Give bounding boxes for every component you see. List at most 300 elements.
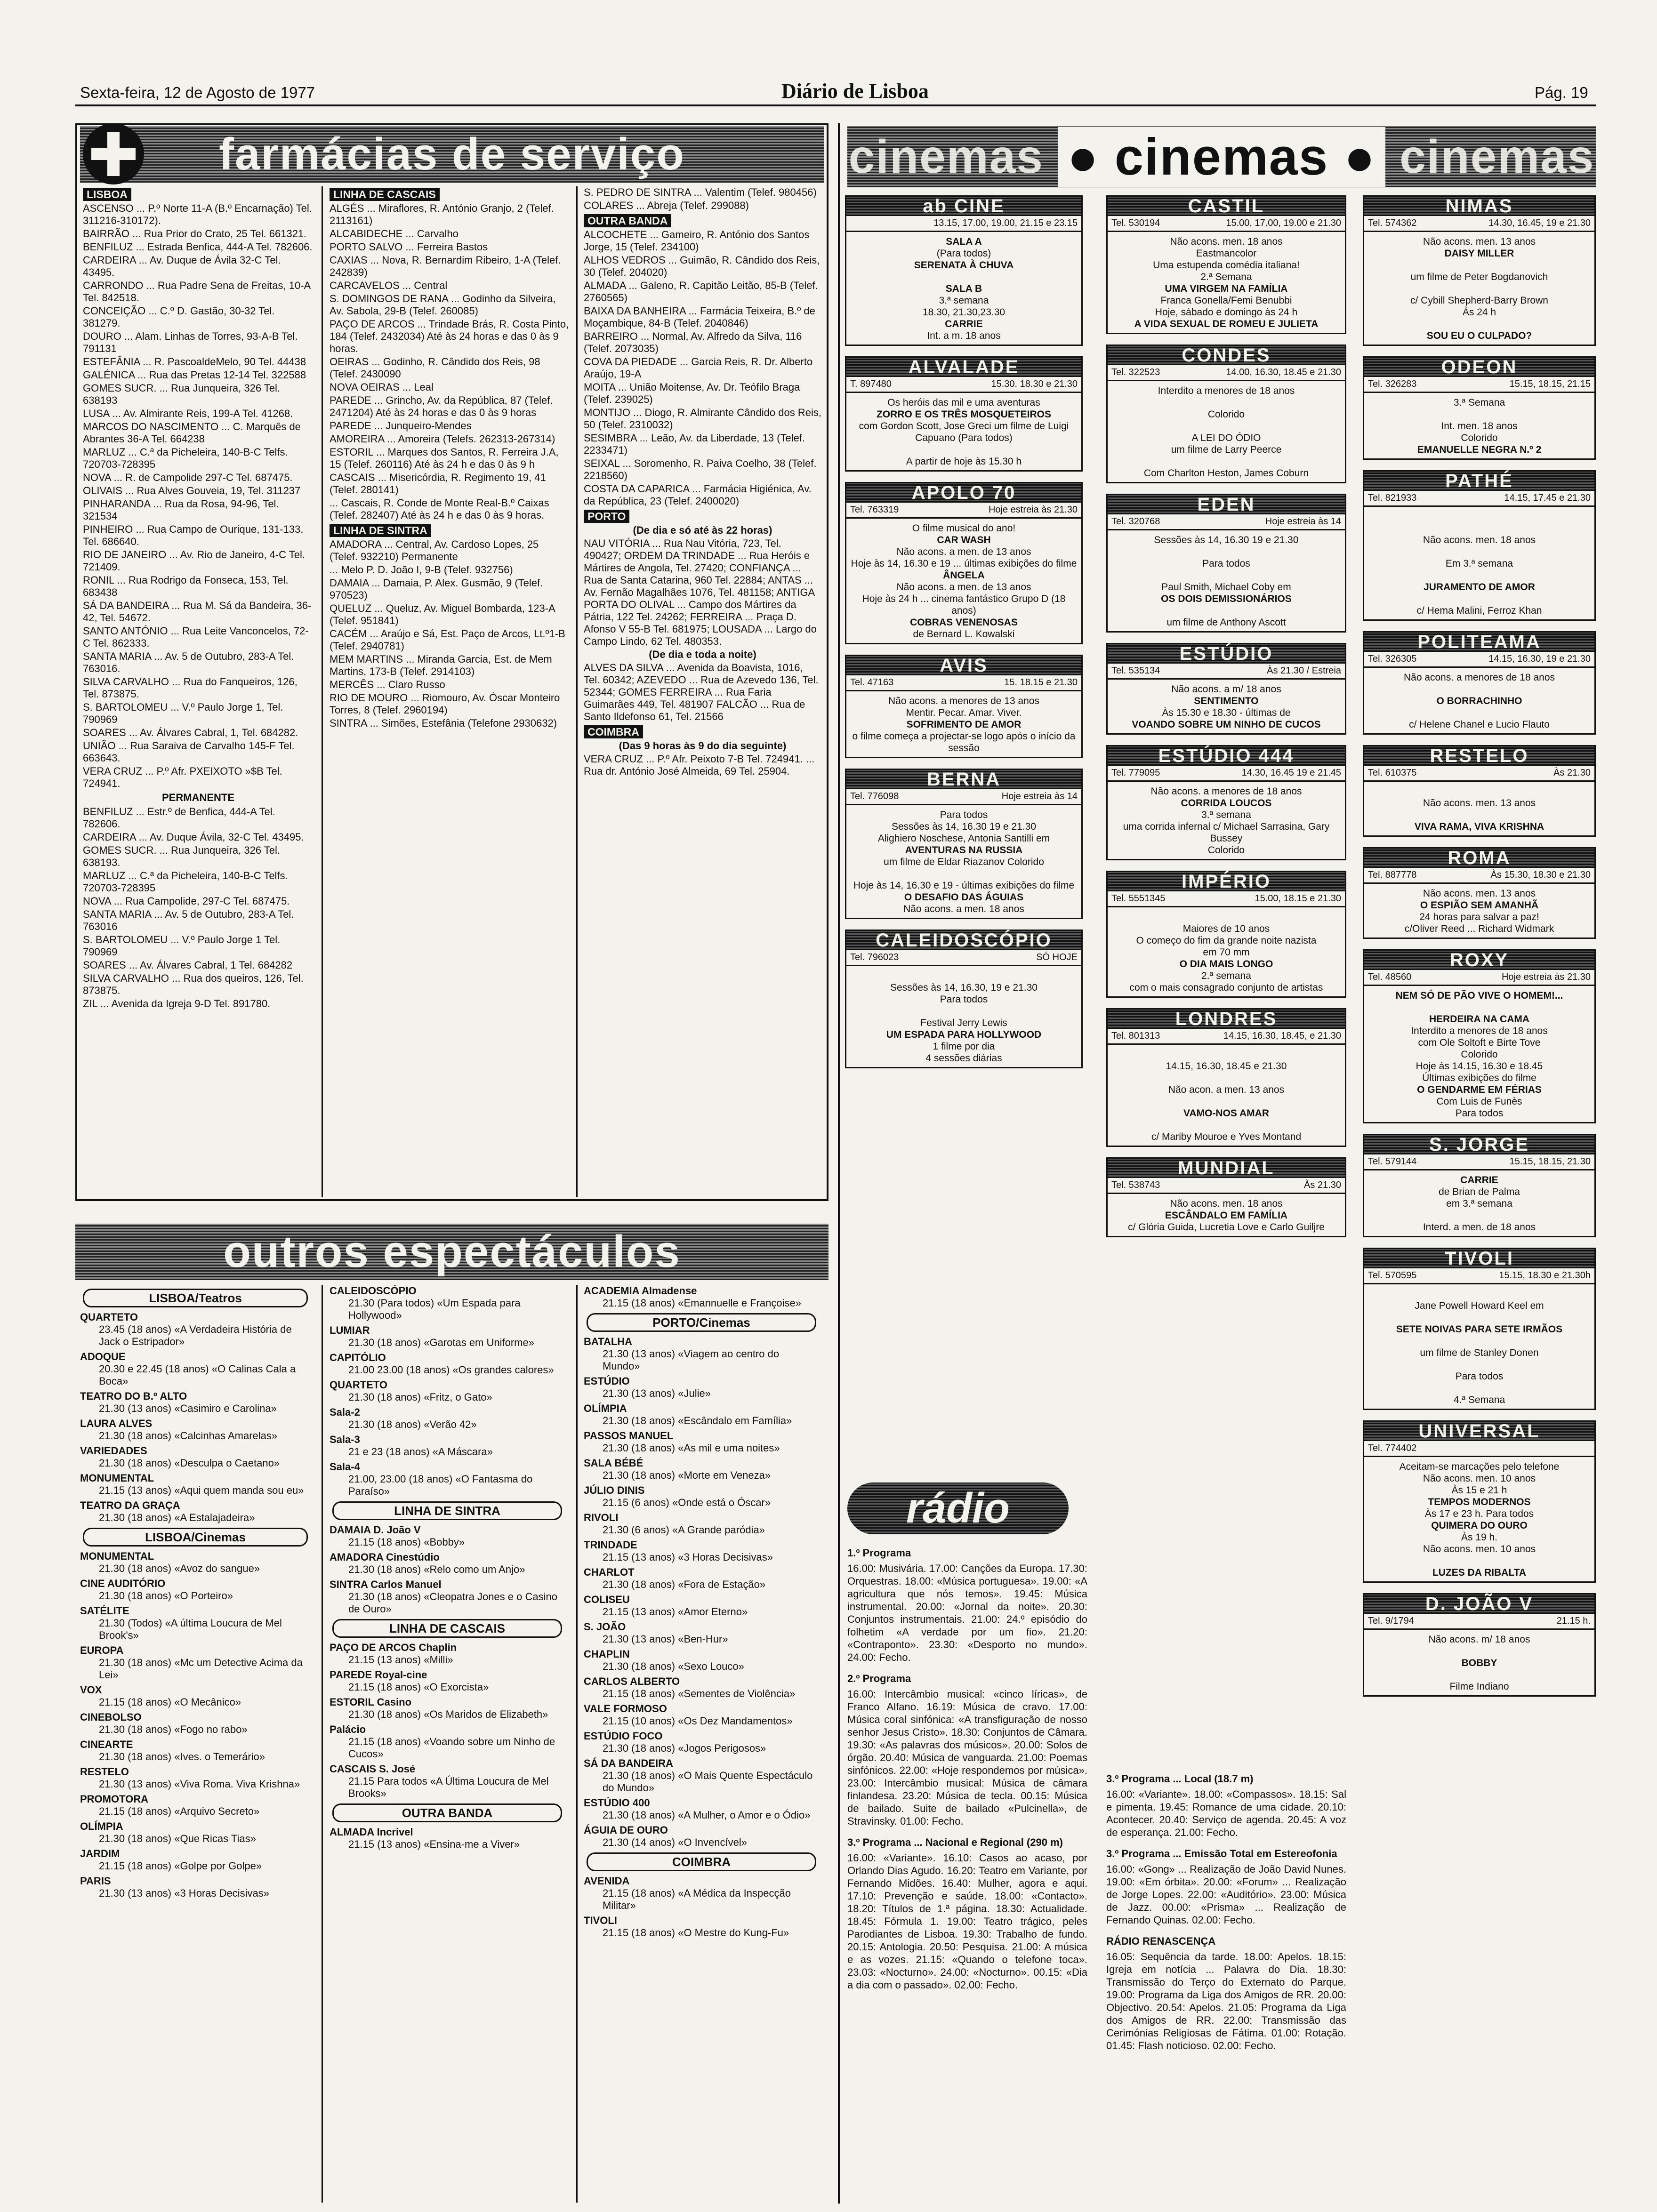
venue-name: SALA BÉBÉ bbox=[584, 1457, 643, 1469]
venue-name: VALE FORMOSO bbox=[584, 1703, 667, 1715]
cinema-title: MUNDIAL bbox=[1108, 1159, 1345, 1178]
radio-rr-head: RÁDIO RENASCENÇA bbox=[1106, 1935, 1216, 1947]
venue-info: 21.30 (18 anos) «Verão 42» bbox=[348, 1419, 477, 1430]
esp-divider-2 bbox=[576, 1285, 578, 2203]
pharmacy-entry: COLARES ... Abreja (Telef. 299088) bbox=[584, 200, 749, 211]
venue-info: 21.30 (13 anos) «Viva Roma. Viva Krishna» bbox=[99, 1778, 300, 1790]
cinema-tel: Tel. 320768 bbox=[1111, 516, 1160, 527]
venue-info: 21.15 (13 anos) «Ensina-me a Viver» bbox=[348, 1838, 520, 1850]
cinema-line: Às 24 h bbox=[1462, 307, 1496, 318]
venue-info: 21.30 (18 anos) «Sexo Louco» bbox=[603, 1660, 744, 1672]
radio-p2-head: 2.º Programa bbox=[847, 1673, 911, 1684]
cinema-line: Festival Jerry Lewis bbox=[920, 1018, 1007, 1028]
venue-entry bbox=[80, 1793, 311, 1818]
cinema-times: 13.15, 17.00, 19.00, 21.15 e 23.15 bbox=[933, 218, 1078, 228]
venue-entry bbox=[80, 1418, 311, 1442]
farm-divider-2 bbox=[576, 186, 578, 1197]
pharmacy-entry: SOARES ... Av. Álvares Cabral, 1 Tel. 684282 bbox=[83, 959, 293, 971]
cinema-line: SALA A bbox=[946, 236, 982, 247]
cinema-line: com o mais consagrado conjunto de artistas bbox=[1129, 982, 1323, 993]
cinema-line: c/ Cybill Shepherd-Barry Brown bbox=[1410, 295, 1548, 306]
cinema-line: VOANDO SOBRE UM NINHO DE CUCOS bbox=[1132, 719, 1321, 730]
cinema-line: Mentir. Pecar. Amar. Viver. bbox=[906, 707, 1022, 718]
cinema-line: Não acons. men. 10 anos bbox=[1423, 1544, 1536, 1555]
pharmacy-entry: NOVA OEIRAS ... Leal bbox=[330, 381, 434, 393]
cinema-tel-row bbox=[1108, 514, 1345, 530]
pharmacy-entry: LUSA ... Av. Almirante Reis, 199-A Tel. 41268. bbox=[83, 408, 293, 419]
section-pill: LINHA DE CASCAIS bbox=[332, 1619, 562, 1638]
venue-entry bbox=[80, 1499, 311, 1524]
venue-entry bbox=[330, 1461, 565, 1498]
pharmacy-entry: GALÉNICA ... Rua das Pretas 12-14 Tel. 322588 bbox=[83, 369, 306, 381]
cinema-line: Não acons. a men. 18 anos bbox=[903, 904, 1024, 914]
cinema-line bbox=[1108, 1072, 1345, 1084]
cinema-tel: Tel. 9/1794 bbox=[1368, 1616, 1414, 1626]
venue-name: CINE AUDITÓRIO bbox=[80, 1578, 166, 1589]
radio-logo bbox=[847, 1483, 1069, 1534]
cinema-listing bbox=[1363, 1593, 1596, 1697]
venue-name: CASCAIS S. José bbox=[330, 1763, 416, 1775]
cinema-line: TEMPOS MODERNOS bbox=[1428, 1497, 1531, 1507]
radio-col1 bbox=[847, 1544, 1087, 1991]
cinema-line bbox=[1364, 1288, 1594, 1300]
radio-p3c-head: 3.º Programa ... Emissão Total em Estereofonia bbox=[1106, 1848, 1337, 1859]
cinema-line: Em 3.ª semana bbox=[1445, 558, 1513, 569]
cinema-line bbox=[846, 271, 1081, 283]
cinema-line: Interd. a men. de 18 anos bbox=[1423, 1222, 1536, 1233]
venue-name: SINTRA Carlos Manuel bbox=[330, 1579, 442, 1590]
cinema-times: 14.15, 16.30, 18.45, e 21.30 bbox=[1223, 1031, 1341, 1041]
section-pill: LISBOA/Teatros bbox=[83, 1289, 308, 1307]
pharmacy-entry: CASCAIS ... Misericórdia, R. Regimento 19, 41 (Telef. 280141) bbox=[330, 472, 546, 496]
section-linha-cascais: LINHA DE CASCAIS bbox=[330, 188, 440, 201]
venue-name: Sala-3 bbox=[330, 1434, 360, 1445]
cinema-line: Para todos bbox=[940, 809, 988, 820]
cinema-line: Colorido bbox=[1461, 433, 1498, 443]
venue-entry bbox=[584, 1757, 819, 1794]
cinema-line: Últimas exibições do filme bbox=[1422, 1073, 1536, 1083]
cinema-line: HERDEIRA NA CAMA bbox=[1429, 1014, 1530, 1025]
venue-name: TEATRO DO B.º ALTO bbox=[80, 1390, 187, 1402]
venue-info: 21.30 (13 anos) «3 Horas Decisivas» bbox=[99, 1887, 269, 1899]
radio-rr: 16.05: Sequência da tarde. 18.00: Apelos. 18.15: Igreja em notícia ... Palavra do Dia. 18.30: Transmissão do Terço do Externato do Parque. 19.00: Programa da Liga dos Amigos de RR. 20.00: Objectivo. 20.54: Apelos. 21.05: Programa da Liga dos Amigos de RR. 22.00: Transmissão das Cerimónias Religiosas de Fátima. 01.00: Rotação. 01.45: Flash noticioso. 02.00: Fecho. bbox=[1106, 1951, 1346, 2052]
pharmacy-entry: RIO DE JANEIRO ... Av. Rio de Janeiro, 4-C Tel. 721409. bbox=[83, 549, 305, 573]
cinema-line: Franca Gonella/Femi Benubbi bbox=[1160, 295, 1292, 306]
venue-entry bbox=[80, 1684, 311, 1708]
cinema-line: UMA VIRGEM NA FAMÍLIA bbox=[1165, 283, 1288, 294]
venue-name: S. JOÃO bbox=[584, 1621, 626, 1633]
cinema-listing bbox=[1106, 871, 1346, 998]
cinema-line: Int. men. 18 anos bbox=[1441, 421, 1518, 432]
cinema-line: c/ Mariby Mouroe e Yves Montand bbox=[1151, 1131, 1302, 1142]
cinema-tel: Tel. 535134 bbox=[1111, 665, 1160, 676]
pharmacy-entry: CACÉM ... Araújo e Sá, Est. Paço de Arcos, Lt.º1-B (Telef. 2940781) bbox=[330, 628, 565, 652]
cinema-tel-row bbox=[1364, 970, 1594, 986]
venue-info: 21.30 (18 anos) «Ives. o Temerário» bbox=[99, 1751, 265, 1763]
pharmacy-entry: ALCOCHETE ... Gameiro, R. António dos Santos Jorge, 15 (Telef. 234100) bbox=[584, 229, 810, 253]
cinema-line: Maiores de 10 anos bbox=[1182, 923, 1270, 934]
espectaculos-col3 bbox=[584, 1285, 819, 1942]
pharmacy-entry: GOMES SUCR. ... Rua Junqueira, 326 Tel. 638193. bbox=[83, 844, 280, 868]
cinema-line: um filme de Anthony Ascott bbox=[1166, 617, 1286, 628]
pharmacy-entry: BENFILUZ ... Estrada Benfica, 444-A Tel. 782606. bbox=[83, 241, 313, 253]
cinema-tel-row bbox=[846, 503, 1081, 519]
cinema-line: (Para todos) bbox=[936, 248, 991, 259]
venue-info: 21.15 (18 anos) «Voando sobre um Ninho de Cucos» bbox=[348, 1736, 555, 1760]
cinema-listing bbox=[1363, 847, 1596, 939]
venue-name: COLISEU bbox=[584, 1594, 630, 1605]
cinema-times: 14.15, 16.30, 19 e 21.30 bbox=[1488, 654, 1591, 664]
cinema-times: 14.30, 16.45 19 e 21.45 bbox=[1241, 768, 1341, 778]
cinema-line: SALA B bbox=[945, 283, 982, 294]
pharmacy-entry: GOMES SUCR. ... Rua Junqueira, 326 Tel. 638193 bbox=[83, 382, 280, 406]
cinema-line bbox=[846, 444, 1081, 456]
cinema-title: ab CINE bbox=[846, 197, 1081, 216]
cinema-listing bbox=[1363, 745, 1596, 837]
cinema-line: Para todos bbox=[940, 994, 988, 1005]
venue-entry bbox=[80, 1711, 311, 1736]
pharmacy-entry: AMADORA ... Central, Av. Cardoso Lopes, 25 (Telef. 932210) Permanente bbox=[330, 538, 539, 562]
radio-col2 bbox=[1106, 1770, 1346, 2052]
cinema-listing bbox=[1106, 1008, 1346, 1147]
date-line: Sexta-feira, 12 de Agosto de 1977 bbox=[80, 84, 315, 101]
cinema-line bbox=[1364, 1359, 1594, 1370]
cinema-line: Interdito a menores de 18 anos bbox=[1411, 1026, 1548, 1036]
cinema-line: 1 filme por dia bbox=[933, 1041, 995, 1052]
venue-info: 21.15 (18 anos) «O Exorcista» bbox=[348, 1681, 489, 1693]
cinema-line: Não acons. a menores de 13 anos bbox=[888, 696, 1040, 706]
cinema-listing bbox=[1106, 745, 1346, 860]
venue-info: 21.30 (Para todos) «Um Espada para Hollywood» bbox=[348, 1297, 521, 1321]
cinema-tel-row bbox=[1364, 491, 1594, 507]
venue-entry bbox=[330, 1406, 565, 1431]
pharmacy-entry: VERA CRUZ ... P.º Afr. PXEIXOTO »$B Tel. 724941. bbox=[83, 765, 282, 789]
cinema-line: NEM SÓ DE PÃO VIVE O HOMEM!... bbox=[1395, 990, 1563, 1001]
cinema-tel: Tel. 5551345 bbox=[1111, 893, 1166, 904]
venue-entry bbox=[80, 1848, 311, 1872]
venue-entry bbox=[80, 1351, 311, 1387]
cinema-tel-row bbox=[846, 377, 1081, 393]
section-pill: COIMBRA bbox=[587, 1852, 816, 1871]
cinema-line bbox=[1364, 318, 1594, 330]
cinema-line: Não acons. men. 13 anos bbox=[1423, 888, 1536, 899]
section-outra-banda: OUTRA BANDA bbox=[584, 214, 671, 227]
venue-name: PAREDE Royal-cine bbox=[330, 1669, 427, 1681]
cinema-line: c/ Glória Guida, Lucretia Love e Carlo Guiljre bbox=[1128, 1222, 1325, 1233]
venue-entry bbox=[80, 1445, 311, 1469]
venue-info: 21.30 (18 anos) «As mil e uma noites» bbox=[603, 1442, 780, 1454]
venue-entry bbox=[584, 1539, 819, 1563]
pharmacy-entry: ALGÉS ... Miraflores, R. António Granjo, 2 (Telef. 2113161) bbox=[330, 202, 554, 226]
cinema-line bbox=[1364, 1335, 1594, 1347]
cinema-listing bbox=[1106, 494, 1346, 633]
cinemas-col1 bbox=[845, 195, 1083, 1079]
pharmacy-entry: SILVA CARVALHO ... Rua dos queiros, 126, Tel. 873875. bbox=[83, 972, 304, 996]
cinema-line: SOU EU O CULPADO? bbox=[1426, 330, 1532, 341]
cinema-times: Às 15.30, 18.30 e 21.30 bbox=[1490, 870, 1591, 880]
cinema-tel-row bbox=[1364, 766, 1594, 782]
cinema-line: Hoje às 14, 16.30 e 19 ... últimas exibições do filme bbox=[851, 558, 1077, 569]
espectaculos-col2 bbox=[330, 1285, 565, 1853]
pharmacy-entry: S. PEDRO DE SINTRA ... Valentim (Telef. 980456) bbox=[584, 186, 817, 198]
cinema-line: com Ole Soltoft e Birte Tove bbox=[1418, 1037, 1541, 1048]
venue-info: 21.30 (18 anos) «Fogo no rabo» bbox=[99, 1723, 248, 1735]
venue-entry bbox=[80, 1875, 311, 1899]
cinema-line: COBRAS VENENOSAS bbox=[910, 617, 1018, 628]
cinema-title: RESTELO bbox=[1364, 746, 1594, 766]
cinema-line: DAISY MILLER bbox=[1444, 248, 1514, 259]
venue-name: ESTORIL Casino bbox=[330, 1696, 412, 1708]
cinema-times: 15.15, 18.30 e 21.30h bbox=[1499, 1270, 1591, 1281]
cinema-line: ZORRO E OS TRÊS MOSQUETEIROS bbox=[876, 409, 1052, 420]
venue-info: 21.15 (18 anos) «Golpe por Golpe» bbox=[99, 1860, 262, 1872]
cinema-line: Não acons. men. 18 anos bbox=[1423, 535, 1536, 545]
cinema-tel-row bbox=[846, 950, 1081, 966]
venue-info: 21.00, 23.00 (18 anos) «O Fantasma do Paraíso» bbox=[348, 1473, 533, 1497]
venue-name: LAURA ALVES bbox=[80, 1418, 153, 1429]
cinema-tel: T. 897480 bbox=[850, 379, 892, 389]
cinema-tel: Tel. 322523 bbox=[1111, 367, 1160, 377]
venue-entry bbox=[330, 1763, 565, 1800]
venue-info: 21.30 (18 anos) «Garotas em Uniforme» bbox=[348, 1337, 534, 1348]
cinema-line: Sessões às 14, 16.30 19 e 21.30 bbox=[891, 821, 1037, 832]
cinema-line: de Brian de Palma bbox=[1439, 1186, 1520, 1197]
cinema-line: Sessões às 14, 16.30, 19 e 21.30 bbox=[890, 982, 1038, 993]
venue-info: 23.45 (18 anos) «A Verdadeira História de Jack o Estripador» bbox=[99, 1323, 292, 1347]
venue-entry bbox=[330, 1352, 565, 1376]
venue-info: 21.15 (13 anos) «Milli» bbox=[348, 1654, 453, 1666]
cinema-line: c/ Helene Chanel e Lucio Flauto bbox=[1409, 719, 1550, 730]
venue-name: Palácio bbox=[330, 1723, 366, 1735]
pharmacy-entry: CARCAVELOS ... Central bbox=[330, 280, 448, 291]
pharmacy-entry: MERCÊS ... Claro Russo bbox=[330, 679, 445, 690]
pharmacy-entry: ALCABIDECHE ... Carvalho bbox=[330, 228, 458, 240]
cinema-title: ESTÚDIO 444 bbox=[1108, 746, 1345, 766]
cinema-times: SÓ HOJE bbox=[1036, 952, 1078, 962]
cinema-tel: Tel. 776098 bbox=[850, 791, 899, 801]
venue-name: Sala-2 bbox=[330, 1406, 360, 1418]
pharmacy-entry: SOARES ... Av. Álvares Cabral, 1, Tel. 684282. bbox=[83, 727, 298, 738]
cinema-times: Hoje estreia às 21.30 bbox=[988, 505, 1078, 515]
pharmacy-entry: SANTA MARIA ... Av. 5 de Outubro, 283-A Tel. 763016 bbox=[83, 908, 294, 932]
pharmacy-entry: ESTORIL ... Marques dos Santos, R. Ferreira J.A, 15 (Telef. 260116) Até às 24 h e das 0 às 9 h bbox=[330, 446, 559, 470]
venue-info: 21.30 (13 anos) «Ben-Hur» bbox=[603, 1633, 728, 1645]
radio-p1: 16.00: Musivária. 17.00: Canções da Europa. 17.30: Orquestras. 18.00: «Música portuguesa». 19.00: «A agricultura que nós temos». 19.45: Música instrumental. 20.00: «Jornal da noite». 20.30: Conjuntos instrumentais. 21.00: 24.º episódio do folhetim «A verdade por um fio». 21.20: «Contraponto». 23.30: «Desporto no mundo». 24.00: Fecho. bbox=[847, 1563, 1087, 1663]
venue-name: ESTÚDIO bbox=[584, 1375, 630, 1387]
venue-entry bbox=[80, 1820, 311, 1845]
venue-info: 21.15 (13 anos) «Amor Eterno» bbox=[603, 1606, 748, 1618]
cinema-listing bbox=[1363, 195, 1596, 346]
cinema-line: CAR WASH bbox=[937, 535, 991, 545]
cinema-tel: Tel. 530194 bbox=[1111, 218, 1160, 228]
cinema-line: Hoje às 14, 16.30 e 19 - últimas exibições do filme bbox=[853, 880, 1075, 891]
cinema-line: Int. a m. 18 anos bbox=[927, 330, 1001, 341]
venue-name: ADOQUE bbox=[80, 1351, 126, 1362]
venue-entry bbox=[584, 1375, 819, 1400]
cinema-line: Não acons. a m/ 18 anos bbox=[1171, 684, 1281, 695]
cinema-tel-row bbox=[1108, 216, 1345, 232]
cinema-times: Às 21.30 bbox=[1304, 1180, 1341, 1190]
venue-name: ACADEMIA Almadense bbox=[584, 1285, 697, 1297]
cinema-line: em 3.ª semana bbox=[1446, 1198, 1512, 1209]
venue-info: 21.15 (13 anos) «3 Horas Decisivas» bbox=[603, 1551, 773, 1563]
cinema-line: 2.ª Semana bbox=[1200, 272, 1252, 282]
section-lisboa: LISBOA bbox=[83, 188, 131, 201]
cinema-times: 15.30. 18.30 e 21.30 bbox=[991, 379, 1078, 389]
cinema-line: Interdito a menores de 18 anos bbox=[1158, 385, 1295, 396]
cinema-line: O filme musical do ano! bbox=[912, 523, 1016, 534]
cinema-line: de Bernard L. Kowalski bbox=[913, 629, 1015, 640]
pharmacy-entry: SILVA CARVALHO ... Rua do Fanqueiros, 126, Tel. 873875. bbox=[83, 676, 298, 700]
pharmacy-entry: BENFILUZ ... Estr.º de Benfica, 444-A Tel. 782606. bbox=[83, 806, 275, 830]
venue-entry bbox=[330, 1826, 565, 1851]
venue-name: TEATRO DA GRAÇA bbox=[80, 1499, 180, 1511]
venue-name: RIVOLI bbox=[584, 1512, 619, 1523]
cinema-line: SENTIMENTO bbox=[1194, 696, 1259, 706]
pharmacy-entry: RONIL ... Rua Rodrigo da Fonseca, 153, Tel. 683438 bbox=[83, 574, 289, 598]
pharmacy-entry: CARRONDO ... Rua Padre Sena de Freitas, 10-A Tel. 842518. bbox=[83, 280, 310, 304]
pharmacy-entry: NOVA ... Rua Campolide, 297-C Tel. 687475. bbox=[83, 895, 290, 907]
cinema-line bbox=[1108, 420, 1345, 432]
cinema-tel-row bbox=[1364, 377, 1594, 393]
cinema-line: Colorido bbox=[1461, 1049, 1498, 1060]
cinema-line: Colorido bbox=[1207, 409, 1245, 420]
venue-name: EUROPA bbox=[80, 1644, 124, 1656]
cinema-line bbox=[1108, 546, 1345, 558]
venue-name: AVENIDA bbox=[584, 1875, 630, 1887]
venue-entry bbox=[584, 1648, 819, 1673]
cinema-line: c/ Hema Malini, Ferroz Khan bbox=[1416, 605, 1542, 616]
cinemas-banner bbox=[847, 126, 1596, 187]
cinemas-col2 bbox=[1106, 195, 1346, 1248]
porto-text2: ALVES DA SILVA ... Avenida da Boavista, 1016, Tel. 60342; AZEVEDO ... Rua de Azevedo 136, Tel. 52344; GOMES FERREIRA ... Rua Faria Guimarães 449, Tel. 481907 FALCÃO ... Rua de Santo Ildefonso 61, Tel. 21566 bbox=[584, 662, 819, 722]
venue-entry bbox=[584, 1336, 819, 1372]
venue-entry bbox=[330, 1669, 565, 1693]
section-pill: PORTO/Cinemas bbox=[587, 1313, 816, 1332]
venue-info: 21.30 (18 anos) «Mc um Detective Acima da Lei» bbox=[99, 1657, 303, 1681]
venue-info: 21.30 (13 anos) «Casimiro e Carolina» bbox=[99, 1403, 277, 1414]
cinema-line: O DIA MAIS LONGO bbox=[1179, 959, 1273, 970]
venue-entry bbox=[584, 1703, 819, 1727]
venue-name: QUARTETO bbox=[80, 1311, 138, 1323]
cinema-line: um filme de Stanley Donen bbox=[1420, 1347, 1539, 1358]
pharmacy-entry: ALMADA ... Galeno, R. Capitão Leitão, 85-B (Telef. 2760565) bbox=[584, 280, 818, 304]
pharmacy-entry: ... Melo P. D. João I, 9-B (Telef. 932756) bbox=[330, 564, 513, 576]
cinema-listing bbox=[1363, 949, 1596, 1123]
cinema-line: 24 horas para salvar a paz! bbox=[1419, 912, 1539, 922]
venue-info: 21 e 23 (18 anos) «A Máscara» bbox=[348, 1446, 493, 1458]
venue-info: 21.30 (18 anos) «A Estalajadeira» bbox=[99, 1512, 255, 1523]
venue-name: CARLOS ALBERTO bbox=[584, 1675, 680, 1687]
venue-name: DAMAIA D. João V bbox=[330, 1524, 421, 1536]
venue-name: PASSOS MANUEL bbox=[584, 1430, 674, 1442]
cinema-title: NIMAS bbox=[1364, 197, 1594, 216]
venue-name: CHAPLIN bbox=[584, 1648, 630, 1660]
cinema-line bbox=[1108, 605, 1345, 617]
venue-info: 21.30 (18 anos) «Fora de Estação» bbox=[603, 1579, 766, 1590]
cinema-line: Com Luis de Funès bbox=[1436, 1096, 1522, 1107]
radio-p3b: 16.00: «Variante». 18.00: «Compassos». 18.15: Sal e pimenta. 19.45: Romance de uma cidade. 20.10: Acontecer. 20.40: Serviço de agenda. 20.45: A voz de esperança. 21.00: Fecho. bbox=[1106, 1788, 1346, 1838]
cinema-line: 2.ª semana bbox=[1201, 970, 1251, 981]
farmacias-title: farmácias de serviço bbox=[219, 129, 685, 179]
cinema-line: CARRIE bbox=[945, 319, 983, 329]
venue-name: ESTÚDIO 400 bbox=[584, 1797, 650, 1809]
cinema-title: ODEON bbox=[1364, 358, 1594, 377]
cinema-listing bbox=[1363, 1134, 1596, 1237]
page-number: Pág. 19 bbox=[1535, 84, 1588, 101]
cinema-line: O GENDARME EM FÉRIAS bbox=[1417, 1084, 1542, 1095]
venue-info: 21.30 (13 anos) «Viagem ao centro do Mundo» bbox=[603, 1348, 780, 1372]
radio-p3: 16.00: «Variante». 16.10: Casos ao acaso, por Orlando Dias Agudo. 16.20: Teatro em Variante, por Fernando Midões. 16.40: Mulher, agora e aqui. 17.10: Prevenção e saúde. 18.00: «Contacto». 18.20: Títulos de 1.ª página. 18.30: Actualidade. 18.45: Fórmula 1. 19.00: Teatro trágico, peles Parodiantes de Lisboa. 19.30: Trabalho de fundo. 20.15: Antologia. 20.50: Pesquisa. 21.00: A música e as vozes. 21.15: «Quando o telefone toca». 23.03: «Nocturno». 24.00: «Nocturno». 00.15: «Dia a dia com o passado». 02.00: Fecho. bbox=[847, 1852, 1087, 1991]
cinema-line bbox=[1364, 785, 1594, 797]
cinema-tel: Tel. 801313 bbox=[1111, 1031, 1160, 1041]
venue-entry bbox=[80, 1644, 311, 1681]
pharmacy-entry: S. BARTOLOMEU ... V.º Paulo Jorge 1, Tel. 790969 bbox=[83, 701, 283, 725]
cinema-listing bbox=[845, 482, 1083, 644]
venue-info: 21.30 (18 anos) «Relo como um Anjo» bbox=[348, 1563, 525, 1575]
masthead: Diário de Lisboa bbox=[781, 80, 929, 103]
pharmacy-entry: CARDEIRA ... Av. Duque de Ávila 32-C Tel. 43495. bbox=[83, 254, 281, 278]
cinema-line: CORRIDA LOUCOS bbox=[1181, 798, 1272, 809]
cinema-line: um filme de Peter Bogdanovich bbox=[1410, 272, 1548, 282]
venue-name: SÁ DA BANDEIRA bbox=[584, 1757, 673, 1769]
cinema-line: Às 15.30 e 18.30 - últimas de bbox=[1162, 707, 1291, 718]
cinema-times: 15.00, 18.15 e 21.30 bbox=[1255, 893, 1341, 904]
cinema-times: Hoje estreia às 21.30 bbox=[1501, 972, 1591, 982]
venue-entry bbox=[584, 1285, 819, 1309]
venue-info: 21.30 (18 anos) «Morte em Veneza» bbox=[603, 1469, 771, 1481]
venue-info: 21.30 (18 anos) «Calcinhas Amarelas» bbox=[99, 1430, 278, 1442]
cinemas-title: ● cinemas ● bbox=[1058, 127, 1385, 187]
venue-entry bbox=[584, 1797, 819, 1821]
venue-info: 21.30 (6 anos) «A Grande paródia» bbox=[603, 1524, 765, 1536]
venue-info: 21.15 (18 anos) «O Mestre do Kung-Fu» bbox=[603, 1927, 789, 1939]
venue-name: ESTÚDIO FOCO bbox=[584, 1730, 663, 1742]
venue-entry bbox=[330, 1524, 565, 1548]
venue-entry bbox=[80, 1605, 311, 1642]
venue-name: MONUMENTAL bbox=[80, 1472, 154, 1484]
cinema-line: A partir de hoje às 15.30 h bbox=[906, 456, 1022, 467]
cinema-line bbox=[1364, 683, 1594, 695]
cinema-listing bbox=[1106, 195, 1346, 334]
cinema-line bbox=[846, 868, 1081, 880]
cinema-listing bbox=[845, 769, 1083, 919]
venue-entry bbox=[584, 1594, 819, 1618]
pharmacy-entry: S. BARTOLOMEU ... V.º Paulo Jorge 1 Tel. 790969 bbox=[83, 934, 281, 958]
radio-title: rádio bbox=[906, 1484, 1010, 1532]
venue-name: Sala-4 bbox=[330, 1461, 360, 1473]
venue-name: CINEARTE bbox=[80, 1739, 133, 1750]
porto-sub: (De dia e só até às 22 horas) bbox=[633, 524, 772, 536]
cinema-tel: Tel. 579144 bbox=[1368, 1156, 1417, 1167]
venue-info: 21.15 (18 anos) «Emannuelle e Françoise» bbox=[603, 1297, 801, 1309]
pharmacy-entry: PAREDE ... Junqueiro-Mendes bbox=[330, 420, 472, 432]
pharmacy-entry: SÁ DA BANDEIRA ... Rua M. Sá da Bandeira, 36-42, Tel. 54672. bbox=[83, 600, 312, 624]
cinema-title: ROXY bbox=[1364, 951, 1594, 970]
cinema-line: Eastmancolor bbox=[1196, 248, 1257, 259]
cinema-line bbox=[1364, 259, 1594, 271]
section-pill: LINHA DE SINTRA bbox=[332, 1501, 562, 1520]
cinema-title: APOLO 70 bbox=[846, 483, 1081, 503]
cinema-line: O começo do fim da grande noite nazista bbox=[1136, 935, 1317, 946]
cinema-line bbox=[1364, 409, 1594, 420]
farmacias-col3 bbox=[584, 186, 821, 778]
pharmacy-entry: PINHEIRO ... Rua Campo de Ourique, 131-133, Tel. 686640. bbox=[83, 523, 304, 547]
venue-entry bbox=[80, 1578, 311, 1602]
cinema-tel-row bbox=[846, 675, 1081, 691]
espectaculos-title: outros espectáculos bbox=[223, 1226, 681, 1277]
venue-name: PARIS bbox=[80, 1875, 111, 1887]
